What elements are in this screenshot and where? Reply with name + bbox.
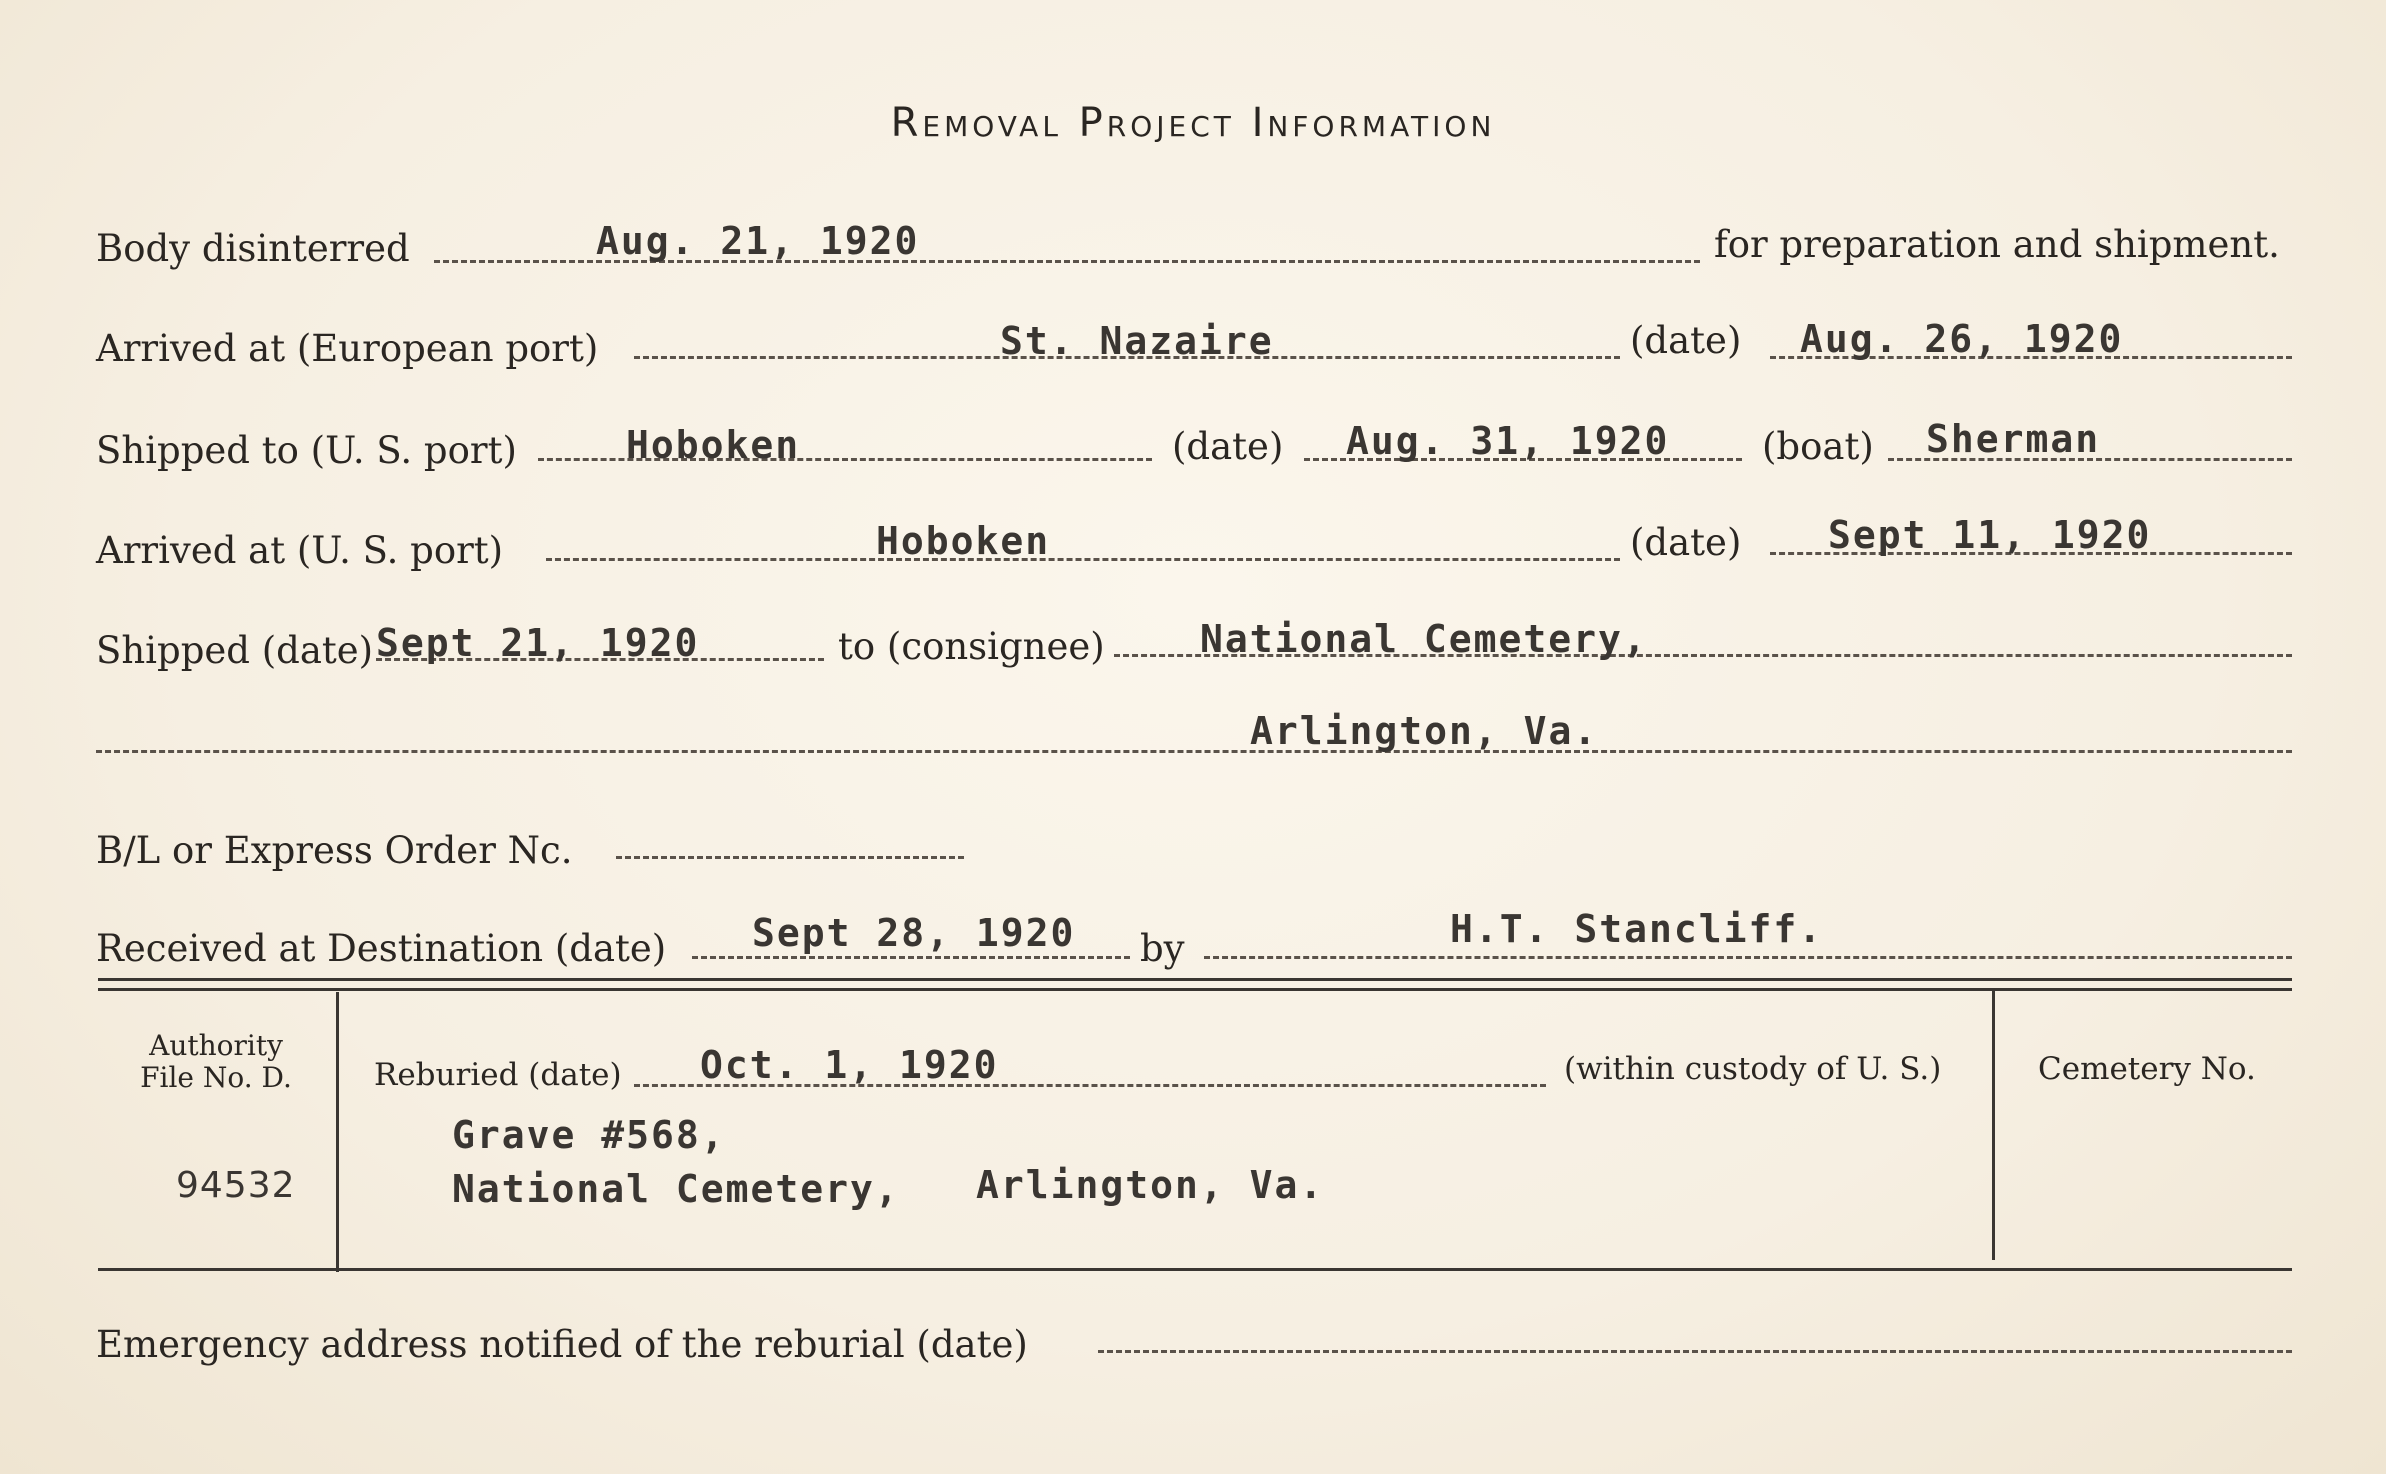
lower-box-bottom-rule xyxy=(98,1268,2292,1271)
grave-location-value: Arlington, Va. xyxy=(976,1163,1325,1207)
authority-label-line1: Authority xyxy=(149,1029,283,1062)
shipped-to-us-port-label: Shipped to (U. S. port) xyxy=(96,429,517,472)
shipped-to-us-port-value: Hoboken xyxy=(626,423,801,467)
arrived-us-date-value: Sept 11, 1920 xyxy=(1828,513,2152,557)
cemetery-column-divider xyxy=(1992,988,1995,1260)
shipped-date-label: (date) xyxy=(1172,425,1284,468)
authority-column-divider xyxy=(336,992,339,1272)
boat-label: (boat) xyxy=(1762,425,1874,468)
bl-express-label: B/L or Express Order Nc. xyxy=(96,829,573,872)
for-preparation-label: for preparation and shipment. xyxy=(1714,223,2280,266)
received-date-line xyxy=(692,956,1130,959)
arrived-us-port-value: Hoboken xyxy=(876,519,1051,563)
arrived-european-port-label: Arrived at (European port) xyxy=(96,327,599,370)
received-destination-label: Received at Destination (date) xyxy=(96,927,667,970)
body-disinterred-date: Aug. 21, 1920 xyxy=(596,219,920,263)
body-disinterred-label: Body disinterred xyxy=(96,227,410,270)
consignee-line1-value: National Cemetery, xyxy=(1200,617,1648,661)
shipped-date-label-row5: Shipped (date) xyxy=(96,629,374,672)
shipped-us-date-value: Aug. 31, 1920 xyxy=(1346,419,1670,463)
european-port-date-value: Aug. 26, 1920 xyxy=(1800,317,2124,361)
arrived-us-port-line xyxy=(546,558,1620,561)
authority-file-number: 94532 xyxy=(176,1165,296,1206)
consignee-line2-value: Arlington, Va. xyxy=(1250,709,1599,753)
arrived-us-port-label: Arrived at (U. S. port) xyxy=(96,529,504,572)
double-rule-bottom xyxy=(98,988,2292,991)
within-custody-label: (within custody of U. S.) xyxy=(1564,1051,1942,1087)
grave-number-value: Grave #568, xyxy=(452,1113,726,1157)
emergency-address-line xyxy=(1098,1350,2292,1353)
european-port-date-label: (date) xyxy=(1630,319,1742,362)
card-title: Removal Project Information xyxy=(890,100,1496,146)
received-date-value: Sept 28, 1920 xyxy=(752,911,1076,955)
grave-cemetery-value: National Cemetery, xyxy=(452,1167,900,1211)
emergency-address-label: Emergency address notified of the reburial (date) xyxy=(96,1323,1028,1366)
reburied-date-value: Oct. 1, 1920 xyxy=(700,1043,999,1087)
to-consignee-label: to (consignee) xyxy=(838,625,1105,668)
authority-file-label xyxy=(106,1030,326,1094)
double-rule-top xyxy=(98,978,2292,981)
shipped-date-value: Sept 21, 1920 xyxy=(376,621,700,665)
reburied-date-label: Reburied (date) xyxy=(374,1057,622,1093)
european-port-value: St. Nazaire xyxy=(1000,319,1274,363)
consignee-line-2 xyxy=(96,750,2292,753)
bl-express-line xyxy=(616,856,964,859)
arrived-us-date-label: (date) xyxy=(1630,521,1742,564)
received-by-label: by xyxy=(1140,927,1185,970)
cemetery-no-label: Cemetery No. xyxy=(2038,1051,2256,1087)
authority-label-line2: File No. D. xyxy=(140,1061,292,1095)
received-by-value: H.T. Stancliff. xyxy=(1450,907,1824,951)
received-by-line xyxy=(1204,956,2292,959)
boat-value: Sherman xyxy=(1926,417,2101,461)
